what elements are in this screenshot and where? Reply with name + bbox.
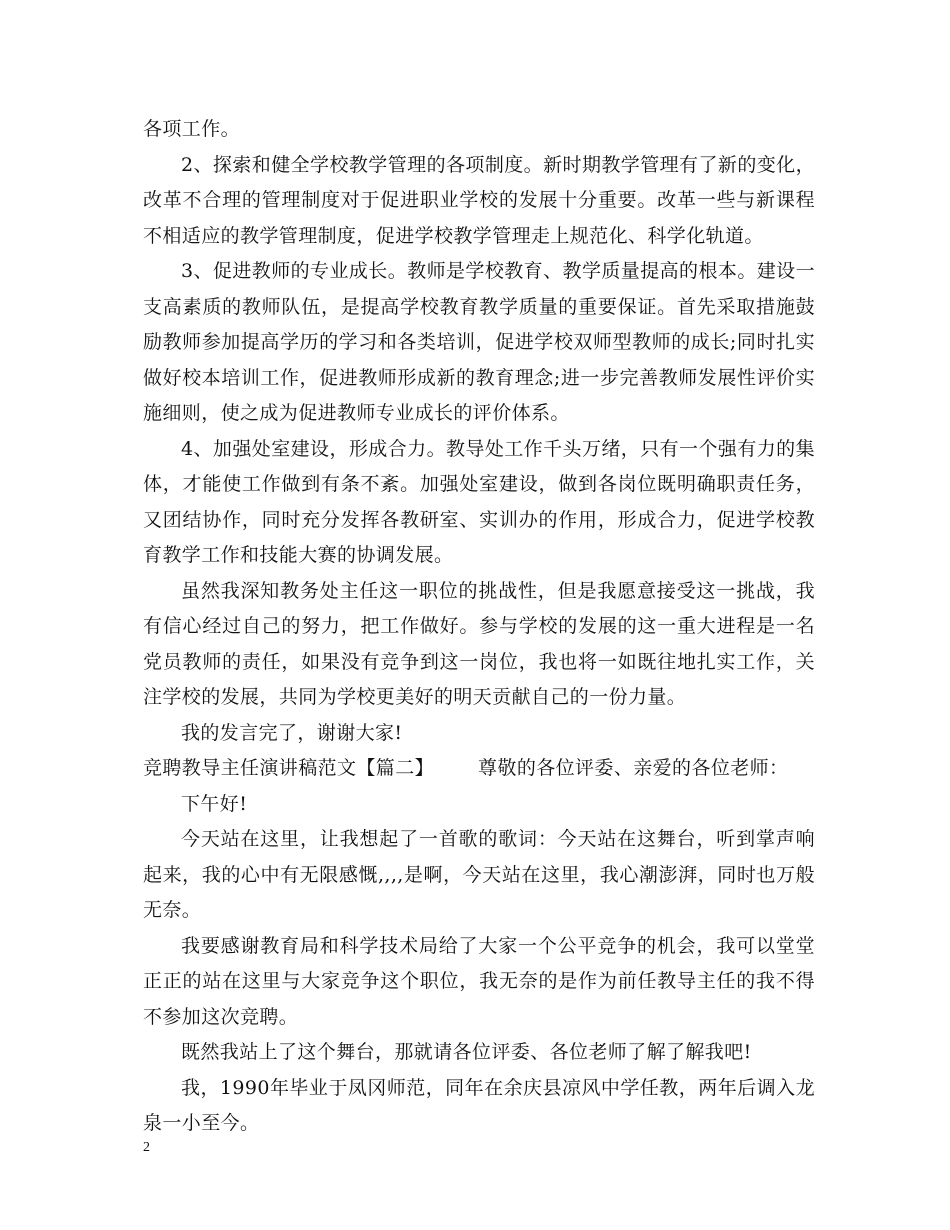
paragraph: 各项工作。 [143, 118, 241, 140]
page-number: 2 [143, 1140, 150, 1155]
document-body [143, 112, 815, 1142]
paragraph: 我的发言完了，谢谢大家! [181, 721, 403, 744]
salutation: 尊敬的各位评委、亲爱的各位老师： [478, 757, 789, 779]
paragraph: 虽然我深知教务处主任这一职位的挑战性，但是我愿意接受这一挑战，我有信心经过自己的努力，把工作做好。参与学校的发展的这一重大进程是一名党员教师的责任，如果没有竞争到这一岗位，我也将一如既往地扎实工作，关注学校的发展，共同为学校更美好的明天贡献自己的一份力量。 [143, 579, 815, 708]
paragraph: 我要感谢教育局和科学技术局给了大家一个公平竞争的机会，我可以堂堂正正的站在这里与大家竞争这个职位，我无奈的是作为前任教导主任的我不得不参加这次竞聘。 [143, 934, 815, 1028]
paragraph: 下午好! [181, 792, 248, 815]
paragraph: 4、加强处室建设，形成合力。教导处工作千头万绪，只有一个强有力的集体，才能使工作做到有条不紊。加强处室建设，做到各岗位既明确职责任务，又团结协作，同时充分发挥各教研室、实训办的作用，形成合力，促进学校教育教学工作和技能大赛的协调发展。 [143, 437, 815, 566]
section-heading-line [143, 751, 815, 787]
paragraph: 2、探索和健全学校教学管理的各项制度。新时期教学管理有了新的变化，改革不合理的管理制度对于促进职业学校的发展十分重要。改革一些与新课程不相适应的教学管理制度，促进学校教学管理走上规范化、科学化轨道。 [143, 153, 815, 247]
paragraph: 我，1990年毕业于凤冈师范，同年在余庆县凉风中学任教，两年后调入龙泉一小至今。 [143, 1076, 815, 1134]
paragraph: 3、促进教师的专业成长。教师是学校教育、教学质量提高的根本。建设一支高素质的教师队伍，是提高学校教育教学质量的重要保证。首先采取措施鼓励教师参加提高学历的学习和各类培训，促进学校双师型教师的成长;同时扎实做好校本培训工作，促进教师形成新的教育理念;进一步完善教师发展性评价实施细则，使之成为促进教师专业成长的评价体系。 [143, 260, 815, 424]
paragraph: 既然我站上了这个舞台，那就请各位评委、各位老师了解了解我吧! [181, 1041, 752, 1063]
section-title: 竞聘教导主任演讲稿范文【篇二】 [143, 757, 435, 779]
paragraph: 今天站在这里，让我想起了一首歌的歌词：今天站在这舞台，听到掌声响起来，我的心中有无限感慨,,,,是啊，今天站在这里，我心潮澎湃，同时也万般无奈。 [143, 828, 815, 921]
